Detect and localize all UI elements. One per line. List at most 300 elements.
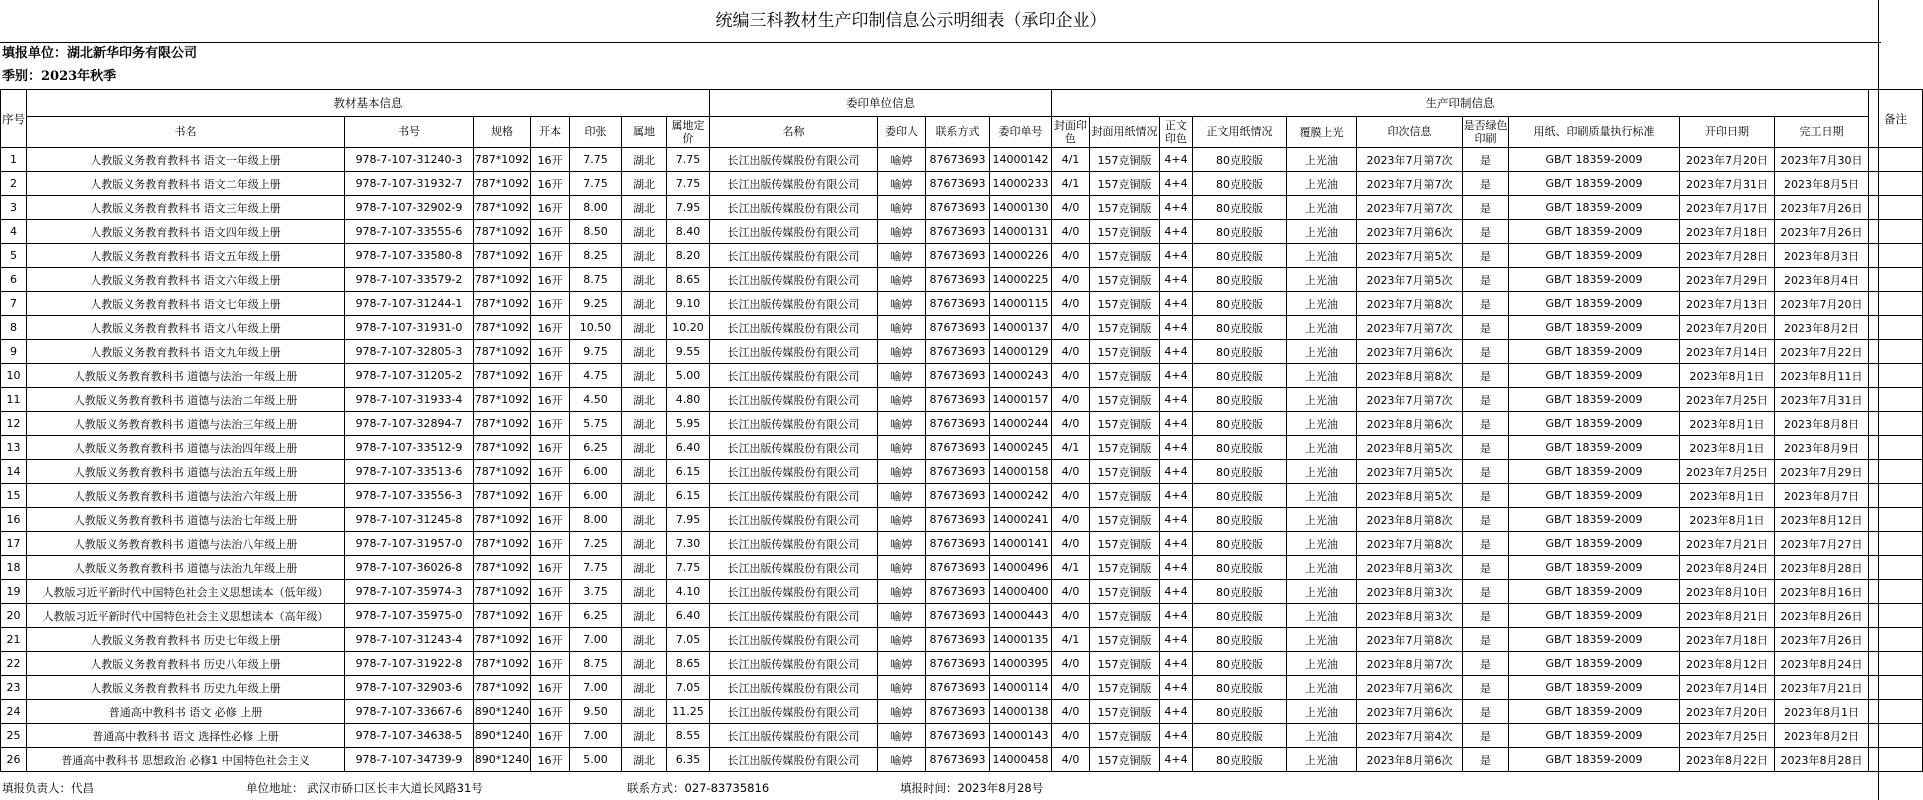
client-name-cell: 长江出版传媒股份有限公司 — [710, 580, 878, 604]
seq-cell: 6 — [1, 268, 27, 292]
standard-cell: GB/T 18359-2009 — [1509, 484, 1680, 508]
cover-color-cell: 4/0 — [1052, 460, 1090, 484]
start-date-cell: 2023年7月25日 — [1680, 388, 1775, 412]
green-print-cell: 是 — [1463, 676, 1509, 700]
table-row — [1, 268, 1923, 292]
order-no-cell: 14000400 — [990, 580, 1052, 604]
body-color-cell: 4+4 — [1160, 484, 1193, 508]
end-date-cell: 2023年8月26日 — [1775, 604, 1869, 628]
start-date-cell: 2023年7月25日 — [1680, 724, 1775, 748]
print-info-cell: 2023年8月第3次 — [1357, 556, 1463, 580]
format-cell: 16开 — [531, 628, 570, 652]
client-name-cell: 长江出版传媒股份有限公司 — [710, 748, 878, 772]
isbn-cell: 978-7-107-31931-0 — [345, 316, 474, 340]
phone-cell: 87673693 — [926, 172, 990, 196]
standard-cell: GB/T 18359-2009 — [1509, 196, 1680, 220]
seq-cell: 24 — [1, 700, 27, 724]
cover-paper-cell: 157克铜版 — [1090, 460, 1160, 484]
price-cell: 7.75 — [667, 148, 710, 172]
phone-cell: 87673693 — [926, 460, 990, 484]
standard-cell: GB/T 18359-2009 — [1509, 412, 1680, 436]
end-date-cell: 2023年8月8日 — [1775, 412, 1869, 436]
spec-cell: 787*1092 — [474, 244, 531, 268]
cover-paper-cell: 157克铜版 — [1090, 556, 1160, 580]
cover-paper-cell: 157克铜版 — [1090, 628, 1160, 652]
price-cell: 8.65 — [667, 268, 710, 292]
format-cell: 16开 — [531, 196, 570, 220]
table-row — [1, 532, 1923, 556]
contact-person-cell: 喻婷 — [878, 220, 926, 244]
format-cell: 16开 — [531, 484, 570, 508]
header-standard: 用纸、印刷质量执行标准 — [1509, 117, 1680, 148]
seq-cell: 10 — [1, 364, 27, 388]
end-date-cell: 2023年8月3日 — [1775, 244, 1869, 268]
price-cell: 8.20 — [667, 244, 710, 268]
end-date-cell: 2023年8月12日 — [1775, 508, 1869, 532]
body-paper-cell: 80克胶版 — [1193, 532, 1287, 556]
spec-cell: 787*1092 — [474, 364, 531, 388]
format-cell: 16开 — [531, 436, 570, 460]
end-date-cell: 2023年7月21日 — [1775, 676, 1869, 700]
footer — [0, 778, 1822, 798]
header-client-name: 名称 — [710, 117, 878, 148]
region-cell: 湖北 — [622, 532, 667, 556]
phone-cell: 87673693 — [926, 604, 990, 628]
remark-cell — [1869, 532, 1923, 556]
cover-paper-cell: 157克铜版 — [1090, 388, 1160, 412]
end-date-cell: 2023年7月27日 — [1775, 532, 1869, 556]
cover-color-cell: 4/0 — [1052, 388, 1090, 412]
sheets-cell: 7.00 — [570, 724, 622, 748]
print-info-cell: 2023年7月第4次 — [1357, 724, 1463, 748]
remark-cell — [1869, 388, 1923, 412]
seq-cell: 22 — [1, 652, 27, 676]
table-row — [1, 220, 1923, 244]
standard-cell: GB/T 18359-2009 — [1509, 700, 1680, 724]
standard-cell: GB/T 18359-2009 — [1509, 604, 1680, 628]
body-paper-cell: 80克胶版 — [1193, 340, 1287, 364]
region-cell: 湖北 — [622, 652, 667, 676]
start-date-cell: 2023年8月1日 — [1680, 436, 1775, 460]
footer-fill-time: 填报时间：2023年8月28号 — [900, 781, 1044, 795]
body-paper-cell: 80克胶版 — [1193, 748, 1287, 772]
price-cell: 6.40 — [667, 604, 710, 628]
header-lamination: 覆膜上光 — [1287, 117, 1357, 148]
order-no-cell: 14000225 — [990, 268, 1052, 292]
client-name-cell: 长江出版传媒股份有限公司 — [710, 676, 878, 700]
lamination-cell: 上光油 — [1287, 508, 1357, 532]
price-cell: 7.05 — [667, 676, 710, 700]
contact-person-cell: 喻婷 — [878, 436, 926, 460]
body-paper-cell: 80克胶版 — [1193, 268, 1287, 292]
body-color-cell: 4+4 — [1160, 220, 1193, 244]
start-date-cell: 2023年7月20日 — [1680, 148, 1775, 172]
cover-color-cell: 4/1 — [1052, 172, 1090, 196]
price-cell: 8.55 — [667, 724, 710, 748]
spec-cell: 787*1092 — [474, 196, 531, 220]
price-cell: 5.95 — [667, 412, 710, 436]
order-no-cell: 14000496 — [990, 556, 1052, 580]
order-no-cell: 14000131 — [990, 220, 1052, 244]
header-body-color: 正文印色 — [1160, 117, 1193, 148]
footer-contact: 联系方式：027-83735816 — [627, 781, 770, 795]
cover-paper-cell: 157克铜版 — [1090, 676, 1160, 700]
phone-cell: 87673693 — [926, 724, 990, 748]
season-label: 季别：2023年秋季 — [2, 69, 117, 84]
region-cell: 湖北 — [622, 460, 667, 484]
body-color-cell: 4+4 — [1160, 628, 1193, 652]
green-print-cell: 是 — [1463, 172, 1509, 196]
price-cell: 9.10 — [667, 292, 710, 316]
cover-paper-cell: 157克铜版 — [1090, 724, 1160, 748]
standard-cell: GB/T 18359-2009 — [1509, 628, 1680, 652]
lamination-cell: 上光油 — [1287, 436, 1357, 460]
cover-paper-cell: 157克铜版 — [1090, 316, 1160, 340]
cover-paper-cell: 157克铜版 — [1090, 244, 1160, 268]
order-no-cell: 14000242 — [990, 484, 1052, 508]
body-color-cell: 4+4 — [1160, 340, 1193, 364]
green-print-cell: 是 — [1463, 436, 1509, 460]
sheets-cell: 6.25 — [570, 604, 622, 628]
seq-cell: 13 — [1, 436, 27, 460]
print-info-cell: 2023年7月第8次 — [1357, 532, 1463, 556]
region-cell: 湖北 — [622, 148, 667, 172]
lamination-cell: 上光油 — [1287, 460, 1357, 484]
spec-cell: 787*1092 — [474, 628, 531, 652]
lamination-cell: 上光油 — [1287, 172, 1357, 196]
end-date-cell: 2023年8月16日 — [1775, 580, 1869, 604]
spec-cell: 787*1092 — [474, 148, 531, 172]
print-info-cell: 2023年8月第3次 — [1357, 604, 1463, 628]
print-info-cell: 2023年8月第8次 — [1357, 364, 1463, 388]
start-date-cell: 2023年8月1日 — [1680, 484, 1775, 508]
body-paper-cell: 80克胶版 — [1193, 220, 1287, 244]
sheets-cell: 8.00 — [570, 196, 622, 220]
contact-person-cell: 喻婷 — [878, 700, 926, 724]
sheets-cell: 6.00 — [570, 484, 622, 508]
cover-paper-cell: 157克铜版 — [1090, 292, 1160, 316]
contact-person-cell: 喻婷 — [878, 532, 926, 556]
region-cell: 湖北 — [622, 388, 667, 412]
green-print-cell: 是 — [1463, 220, 1509, 244]
contact-person-cell: 喻婷 — [878, 364, 926, 388]
format-cell: 16开 — [531, 508, 570, 532]
region-cell: 湖北 — [622, 316, 667, 340]
body-color-cell: 4+4 — [1160, 316, 1193, 340]
table-row — [1, 340, 1923, 364]
lamination-cell: 上光油 — [1287, 628, 1357, 652]
region-cell: 湖北 — [622, 340, 667, 364]
sheets-cell: 10.50 — [570, 316, 622, 340]
lamination-cell: 上光油 — [1287, 412, 1357, 436]
seq-cell: 9 — [1, 340, 27, 364]
remark-cell — [1869, 196, 1923, 220]
contact-person-cell: 喻婷 — [878, 268, 926, 292]
standard-cell: GB/T 18359-2009 — [1509, 388, 1680, 412]
sheets-cell: 8.00 — [570, 508, 622, 532]
region-cell: 湖北 — [622, 268, 667, 292]
client-name-cell: 长江出版传媒股份有限公司 — [710, 508, 878, 532]
header-group-client: 委印单位信息 — [710, 90, 1052, 117]
remark-cell — [1869, 268, 1923, 292]
header-contact-person: 委印人 — [878, 117, 926, 148]
body-paper-cell: 80克胶版 — [1193, 580, 1287, 604]
cover-color-cell: 4/1 — [1052, 148, 1090, 172]
table-row — [1, 460, 1923, 484]
remark-cell — [1869, 340, 1923, 364]
green-print-cell: 是 — [1463, 292, 1509, 316]
isbn-cell: 978-7-107-32805-3 — [345, 340, 474, 364]
page-title: 统编三科教材生产印制信息公示明细表（承印企业） — [715, 11, 1107, 31]
body-color-cell: 4+4 — [1160, 364, 1193, 388]
table-row — [1, 364, 1923, 388]
book-name-cell: 人教版习近平新时代中国特色社会主义思想读本（高年级） — [27, 604, 345, 628]
green-print-cell: 是 — [1463, 748, 1509, 772]
standard-cell: GB/T 18359-2009 — [1509, 556, 1680, 580]
remark-cell — [1869, 148, 1923, 172]
order-no-cell: 14000141 — [990, 532, 1052, 556]
spec-cell: 787*1092 — [474, 220, 531, 244]
remark-cell — [1869, 724, 1923, 748]
region-cell: 湖北 — [622, 604, 667, 628]
start-date-cell: 2023年7月18日 — [1680, 220, 1775, 244]
client-name-cell: 长江出版传媒股份有限公司 — [710, 724, 878, 748]
price-cell: 9.55 — [667, 340, 710, 364]
isbn-cell: 978-7-107-36026-8 — [345, 556, 474, 580]
isbn-cell: 978-7-107-31244-1 — [345, 292, 474, 316]
order-no-cell: 14000443 — [990, 604, 1052, 628]
order-no-cell: 14000243 — [990, 364, 1052, 388]
region-cell: 湖北 — [622, 628, 667, 652]
contact-person-cell: 喻婷 — [878, 580, 926, 604]
book-name-cell: 人教版义务教育教科书 道德与法治五年级上册 — [27, 460, 345, 484]
cover-color-cell: 4/0 — [1052, 676, 1090, 700]
table-row — [1, 748, 1923, 772]
remark-cell — [1869, 580, 1923, 604]
sheets-cell: 7.75 — [570, 556, 622, 580]
book-name-cell: 人教版义务教育教科书 道德与法治九年级上册 — [27, 556, 345, 580]
spec-cell: 890*1240 — [474, 724, 531, 748]
sheets-cell: 6.00 — [570, 460, 622, 484]
price-cell: 7.05 — [667, 628, 710, 652]
cover-color-cell: 4/0 — [1052, 532, 1090, 556]
seq-cell: 25 — [1, 724, 27, 748]
region-cell: 湖北 — [622, 412, 667, 436]
remark-cell — [1869, 604, 1923, 628]
region-cell: 湖北 — [622, 436, 667, 460]
contact-person-cell: 喻婷 — [878, 556, 926, 580]
client-name-cell: 长江出版传媒股份有限公司 — [710, 364, 878, 388]
header-print-info: 印次信息 — [1357, 117, 1463, 148]
cover-color-cell: 4/0 — [1052, 316, 1090, 340]
region-cell: 湖北 — [622, 580, 667, 604]
isbn-cell: 978-7-107-33667-6 — [345, 700, 474, 724]
phone-cell: 87673693 — [926, 340, 990, 364]
spec-cell: 787*1092 — [474, 532, 531, 556]
client-name-cell: 长江出版传媒股份有限公司 — [710, 652, 878, 676]
cover-color-cell: 4/0 — [1052, 652, 1090, 676]
contact-person-cell: 喻婷 — [878, 652, 926, 676]
order-no-cell: 14000135 — [990, 628, 1052, 652]
lamination-cell: 上光油 — [1287, 196, 1357, 220]
body-paper-cell: 80克胶版 — [1193, 652, 1287, 676]
sheets-cell: 9.50 — [570, 700, 622, 724]
isbn-cell: 978-7-107-32903-6 — [345, 676, 474, 700]
seq-cell: 3 — [1, 196, 27, 220]
lamination-cell: 上光油 — [1287, 388, 1357, 412]
end-date-cell: 2023年8月24日 — [1775, 652, 1869, 676]
contact-person-cell: 喻婷 — [878, 172, 926, 196]
sheets-cell: 7.75 — [570, 172, 622, 196]
contact-person-cell: 喻婷 — [878, 292, 926, 316]
cover-color-cell: 4/1 — [1052, 628, 1090, 652]
seq-cell: 18 — [1, 556, 27, 580]
region-cell: 湖北 — [622, 196, 667, 220]
end-date-cell: 2023年8月2日 — [1775, 724, 1869, 748]
book-name-cell: 人教版义务教育教科书 道德与法治三年级上册 — [27, 412, 345, 436]
standard-cell: GB/T 18359-2009 — [1509, 292, 1680, 316]
cover-color-cell: 4/0 — [1052, 244, 1090, 268]
remark-cell — [1869, 412, 1923, 436]
remark-cell — [1869, 364, 1923, 388]
table-row — [1, 196, 1923, 220]
standard-cell: GB/T 18359-2009 — [1509, 340, 1680, 364]
isbn-cell: 978-7-107-31922-8 — [345, 652, 474, 676]
contact-person-cell: 喻婷 — [878, 388, 926, 412]
book-name-cell: 人教版义务教育教科书 道德与法治八年级上册 — [27, 532, 345, 556]
seq-cell: 19 — [1, 580, 27, 604]
phone-cell: 87673693 — [926, 532, 990, 556]
cover-paper-cell: 157克铜版 — [1090, 268, 1160, 292]
body-color-cell: 4+4 — [1160, 556, 1193, 580]
phone-cell: 87673693 — [926, 268, 990, 292]
green-print-cell: 是 — [1463, 148, 1509, 172]
print-info-cell: 2023年7月第6次 — [1357, 220, 1463, 244]
seq-cell: 26 — [1, 748, 27, 772]
remark-cell — [1869, 484, 1923, 508]
start-date-cell: 2023年7月21日 — [1680, 532, 1775, 556]
format-cell: 16开 — [531, 364, 570, 388]
phone-cell: 87673693 — [926, 436, 990, 460]
lamination-cell: 上光油 — [1287, 604, 1357, 628]
order-no-cell: 14000137 — [990, 316, 1052, 340]
book-name-cell: 人教版义务教育教科书 语文六年级上册 — [27, 268, 345, 292]
cover-color-cell: 4/0 — [1052, 580, 1090, 604]
cover-paper-cell: 157克铜版 — [1090, 484, 1160, 508]
spec-cell: 787*1092 — [474, 172, 531, 196]
lamination-cell: 上光油 — [1287, 244, 1357, 268]
isbn-cell: 978-7-107-31240-3 — [345, 148, 474, 172]
standard-cell: GB/T 18359-2009 — [1509, 460, 1680, 484]
phone-cell: 87673693 — [926, 316, 990, 340]
cover-paper-cell: 157克铜版 — [1090, 700, 1160, 724]
client-name-cell: 长江出版传媒股份有限公司 — [710, 292, 878, 316]
table-row — [1, 484, 1923, 508]
start-date-cell: 2023年8月12日 — [1680, 652, 1775, 676]
lamination-cell: 上光油 — [1287, 268, 1357, 292]
print-info-cell: 2023年7月第6次 — [1357, 676, 1463, 700]
body-paper-cell: 80克胶版 — [1193, 436, 1287, 460]
book-name-cell: 人教版义务教育教科书 道德与法治二年级上册 — [27, 388, 345, 412]
order-no-cell: 14000158 — [990, 460, 1052, 484]
body-color-cell: 4+4 — [1160, 412, 1193, 436]
book-name-cell: 人教版义务教育教科书 语文二年级上册 — [27, 172, 345, 196]
client-name-cell: 长江出版传媒股份有限公司 — [710, 196, 878, 220]
body-color-cell: 4+4 — [1160, 172, 1193, 196]
seq-cell: 20 — [1, 604, 27, 628]
body-color-cell: 4+4 — [1160, 652, 1193, 676]
remark-cell — [1869, 460, 1923, 484]
format-cell: 16开 — [531, 652, 570, 676]
print-info-cell: 2023年7月第7次 — [1357, 316, 1463, 340]
price-cell: 10.20 — [667, 316, 710, 340]
order-no-cell: 14000245 — [990, 436, 1052, 460]
lamination-cell: 上光油 — [1287, 340, 1357, 364]
sheets-cell: 9.25 — [570, 292, 622, 316]
order-no-cell: 14000115 — [990, 292, 1052, 316]
body-paper-cell: 80克胶版 — [1193, 172, 1287, 196]
standard-cell: GB/T 18359-2009 — [1509, 580, 1680, 604]
cover-color-cell: 4/0 — [1052, 268, 1090, 292]
seq-cell: 14 — [1, 460, 27, 484]
client-name-cell: 长江出版传媒股份有限公司 — [710, 604, 878, 628]
body-paper-cell: 80克胶版 — [1193, 316, 1287, 340]
phone-cell: 87673693 — [926, 364, 990, 388]
body-color-cell: 4+4 — [1160, 268, 1193, 292]
lamination-cell: 上光油 — [1287, 532, 1357, 556]
table-row — [1, 556, 1923, 580]
start-date-cell: 2023年7月14日 — [1680, 676, 1775, 700]
body-color-cell: 4+4 — [1160, 196, 1193, 220]
green-print-cell: 是 — [1463, 724, 1509, 748]
body-paper-cell: 80克胶版 — [1193, 292, 1287, 316]
body-color-cell: 4+4 — [1160, 292, 1193, 316]
green-print-cell: 是 — [1463, 244, 1509, 268]
standard-cell: GB/T 18359-2009 — [1509, 268, 1680, 292]
remark-cell — [1869, 436, 1923, 460]
order-no-cell: 14000130 — [990, 196, 1052, 220]
seq-cell: 12 — [1, 412, 27, 436]
body-color-cell: 4+4 — [1160, 508, 1193, 532]
table-row — [1, 316, 1923, 340]
remark-cell — [1869, 748, 1923, 772]
format-cell: 16开 — [531, 748, 570, 772]
cover-color-cell: 4/0 — [1052, 604, 1090, 628]
body-paper-cell: 80克胶版 — [1193, 556, 1287, 580]
sheets-cell: 7.75 — [570, 148, 622, 172]
price-cell: 8.40 — [667, 220, 710, 244]
phone-cell: 87673693 — [926, 412, 990, 436]
end-date-cell: 2023年8月5日 — [1775, 172, 1869, 196]
isbn-cell: 978-7-107-31205-2 — [345, 364, 474, 388]
cover-color-cell: 4/0 — [1052, 508, 1090, 532]
remark-cell — [1869, 676, 1923, 700]
end-date-cell: 2023年7月22日 — [1775, 340, 1869, 364]
phone-cell: 87673693 — [926, 484, 990, 508]
green-print-cell: 是 — [1463, 604, 1509, 628]
order-no-cell: 14000458 — [990, 748, 1052, 772]
body-color-cell: 4+4 — [1160, 580, 1193, 604]
data-table — [0, 89, 1923, 772]
sheets-cell: 5.75 — [570, 412, 622, 436]
region-cell: 湖北 — [622, 484, 667, 508]
header-local-price: 属地定价 — [667, 117, 710, 148]
region-cell: 湖北 — [622, 724, 667, 748]
print-info-cell: 2023年7月第7次 — [1357, 388, 1463, 412]
spec-cell: 787*1092 — [474, 652, 531, 676]
isbn-cell: 978-7-107-31245-8 — [345, 508, 474, 532]
book-name-cell: 人教版义务教育教科书 语文九年级上册 — [27, 340, 345, 364]
